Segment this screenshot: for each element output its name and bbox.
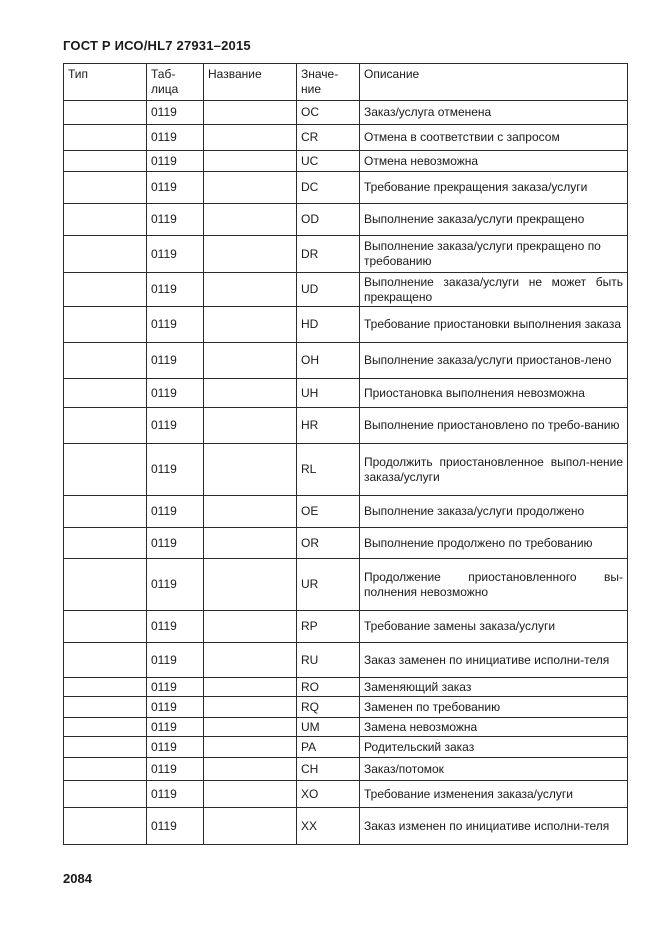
description-cell: Заказ/услуга отменена — [360, 101, 628, 125]
name-cell — [204, 125, 297, 151]
type-cell — [64, 808, 147, 845]
table-row — [64, 379, 628, 408]
name-cell — [204, 737, 297, 758]
description-cell: Требование замены заказа/услуги — [360, 611, 628, 643]
table-cell: 0119 — [147, 101, 204, 125]
value-cell: RQ — [297, 697, 360, 718]
column-header-value — [297, 64, 360, 101]
name-cell — [204, 101, 297, 125]
value-cell: OR — [297, 528, 360, 559]
column-header-table-line1: Таб- — [151, 67, 176, 81]
table-row — [64, 204, 628, 236]
type-cell — [64, 204, 147, 236]
table-cell: 0119 — [147, 172, 204, 204]
value-cell: UH — [297, 379, 360, 408]
table-cell: 0119 — [147, 781, 204, 808]
description-cell: Заказ изменен по инициативе исполни-теля — [360, 808, 628, 845]
column-header-value-line2: ние — [301, 82, 322, 96]
type-cell — [64, 444, 147, 496]
table-cell: 0119 — [147, 718, 204, 737]
description-cell: Родительский заказ — [360, 737, 628, 758]
table-cell: 0119 — [147, 273, 204, 307]
table-cell: 0119 — [147, 236, 204, 273]
description-cell: Отмена в соответствии с запросом — [360, 125, 628, 151]
name-cell — [204, 236, 297, 273]
type-cell — [64, 125, 147, 151]
description-cell: Заменяющий заказ — [360, 678, 628, 697]
table-row — [64, 611, 628, 643]
table-row — [64, 408, 628, 444]
type-cell — [64, 101, 147, 125]
code-table — [63, 63, 628, 845]
description-cell: Выполнение приостановлено по требо-ванию — [360, 408, 628, 444]
value-cell: HD — [297, 307, 360, 343]
table-row — [64, 496, 628, 528]
table-cell: 0119 — [147, 151, 204, 172]
value-cell: OD — [297, 204, 360, 236]
value-cell: RO — [297, 678, 360, 697]
type-cell — [64, 343, 147, 379]
table-row — [64, 678, 628, 697]
description-cell: Заказ заменен по инициативе исполни-теля — [360, 643, 628, 678]
table-row — [64, 697, 628, 718]
name-cell — [204, 758, 297, 781]
description-cell: Выполнение заказа/услуги прекращено по требованию — [360, 236, 628, 273]
description-cell: Замена невозможна — [360, 718, 628, 737]
value-cell: XX — [297, 808, 360, 845]
name-cell — [204, 643, 297, 678]
description-cell: Продолжение приостановленного вы-полнения невозможно — [360, 559, 628, 611]
type-cell — [64, 678, 147, 697]
description-cell: Отмена невозможна — [360, 151, 628, 172]
value-cell: UM — [297, 718, 360, 737]
table-cell: 0119 — [147, 697, 204, 718]
description-cell: Требование изменения заказа/услуги — [360, 781, 628, 808]
value-cell: CR — [297, 125, 360, 151]
name-cell — [204, 697, 297, 718]
name-cell — [204, 718, 297, 737]
description-cell: Требование прекращения заказа/услуги — [360, 172, 628, 204]
value-cell: PA — [297, 737, 360, 758]
table-row — [64, 643, 628, 678]
value-cell: OE — [297, 496, 360, 528]
table-row — [64, 236, 628, 273]
table-row — [64, 444, 628, 496]
table-row — [64, 101, 628, 125]
table-cell: 0119 — [147, 408, 204, 444]
description-cell: Заменен по требованию — [360, 697, 628, 718]
table-cell: 0119 — [147, 808, 204, 845]
name-cell — [204, 307, 297, 343]
value-cell: DR — [297, 236, 360, 273]
value-cell: DC — [297, 172, 360, 204]
description-cell: Выполнение заказа/услуги продолжено — [360, 496, 628, 528]
table-cell: 0119 — [147, 611, 204, 643]
description-cell: Выполнение заказа/услуги приостанов-лено — [360, 343, 628, 379]
value-cell: HR — [297, 408, 360, 444]
value-cell: UC — [297, 151, 360, 172]
column-header-name: Название — [204, 64, 297, 101]
value-cell: UD — [297, 273, 360, 307]
page-number: 2084 — [63, 871, 92, 886]
table-row — [64, 737, 628, 758]
name-cell — [204, 204, 297, 236]
type-cell — [64, 408, 147, 444]
name-cell — [204, 379, 297, 408]
table-cell: 0119 — [147, 379, 204, 408]
value-cell: RP — [297, 611, 360, 643]
name-cell — [204, 444, 297, 496]
column-header-value-line1: Значе- — [301, 67, 339, 81]
name-cell — [204, 678, 297, 697]
table-row — [64, 528, 628, 559]
type-cell — [64, 718, 147, 737]
type-cell — [64, 737, 147, 758]
table-row — [64, 808, 628, 845]
value-cell: UR — [297, 559, 360, 611]
description-cell: Требование приостановки выполнения заказа — [360, 307, 628, 343]
column-header-description: Описание — [360, 64, 628, 101]
type-cell — [64, 758, 147, 781]
document-header: ГОСТ Р ИСО/HL7 27931–2015 — [63, 38, 251, 53]
table-cell: 0119 — [147, 204, 204, 236]
table-cell: 0119 — [147, 737, 204, 758]
name-cell — [204, 611, 297, 643]
description-cell: Приостановка выполнения невозможна — [360, 379, 628, 408]
table-cell: 0119 — [147, 758, 204, 781]
name-cell — [204, 528, 297, 559]
type-cell — [64, 496, 147, 528]
table-row — [64, 125, 628, 151]
value-cell: OH — [297, 343, 360, 379]
type-cell — [64, 559, 147, 611]
type-cell — [64, 236, 147, 273]
type-cell — [64, 172, 147, 204]
description-cell: Выполнение заказа/услуги прекращено — [360, 204, 628, 236]
name-cell — [204, 781, 297, 808]
type-cell — [64, 611, 147, 643]
value-cell: RL — [297, 444, 360, 496]
type-cell — [64, 379, 147, 408]
table-header-row — [64, 64, 628, 101]
table-cell: 0119 — [147, 528, 204, 559]
table-cell: 0119 — [147, 496, 204, 528]
value-cell: RU — [297, 643, 360, 678]
name-cell — [204, 496, 297, 528]
description-cell: Заказ/потомок — [360, 758, 628, 781]
name-cell — [204, 273, 297, 307]
table-row — [64, 559, 628, 611]
type-cell — [64, 697, 147, 718]
name-cell — [204, 408, 297, 444]
value-cell: OC — [297, 101, 360, 125]
table-body — [64, 101, 628, 845]
value-cell: XO — [297, 781, 360, 808]
type-cell — [64, 643, 147, 678]
table-cell: 0119 — [147, 559, 204, 611]
table-cell: 0119 — [147, 307, 204, 343]
table-row — [64, 781, 628, 808]
table-cell: 0119 — [147, 643, 204, 678]
name-cell — [204, 343, 297, 379]
column-header-table-line2: лица — [151, 82, 179, 96]
table-row — [64, 718, 628, 737]
table-row — [64, 273, 628, 307]
name-cell — [204, 151, 297, 172]
name-cell — [204, 559, 297, 611]
table-row — [64, 151, 628, 172]
table-row — [64, 343, 628, 379]
description-cell: Выполнение продолжено по требованию — [360, 528, 628, 559]
name-cell — [204, 172, 297, 204]
table-row — [64, 172, 628, 204]
value-cell: CH — [297, 758, 360, 781]
type-cell — [64, 151, 147, 172]
description-cell: Продолжить приостановленное выпол-нение заказа/услуги — [360, 444, 628, 496]
table-cell: 0119 — [147, 125, 204, 151]
name-cell — [204, 808, 297, 845]
type-cell — [64, 528, 147, 559]
type-cell — [64, 781, 147, 808]
table-cell: 0119 — [147, 343, 204, 379]
table-row — [64, 307, 628, 343]
column-header-table — [147, 64, 204, 101]
type-cell — [64, 273, 147, 307]
table-cell: 0119 — [147, 678, 204, 697]
description-cell: Выполнение заказа/услуги не может быть прекращено — [360, 273, 628, 307]
table-row — [64, 758, 628, 781]
column-header-type: Тип — [64, 64, 147, 101]
type-cell — [64, 307, 147, 343]
table-cell: 0119 — [147, 444, 204, 496]
